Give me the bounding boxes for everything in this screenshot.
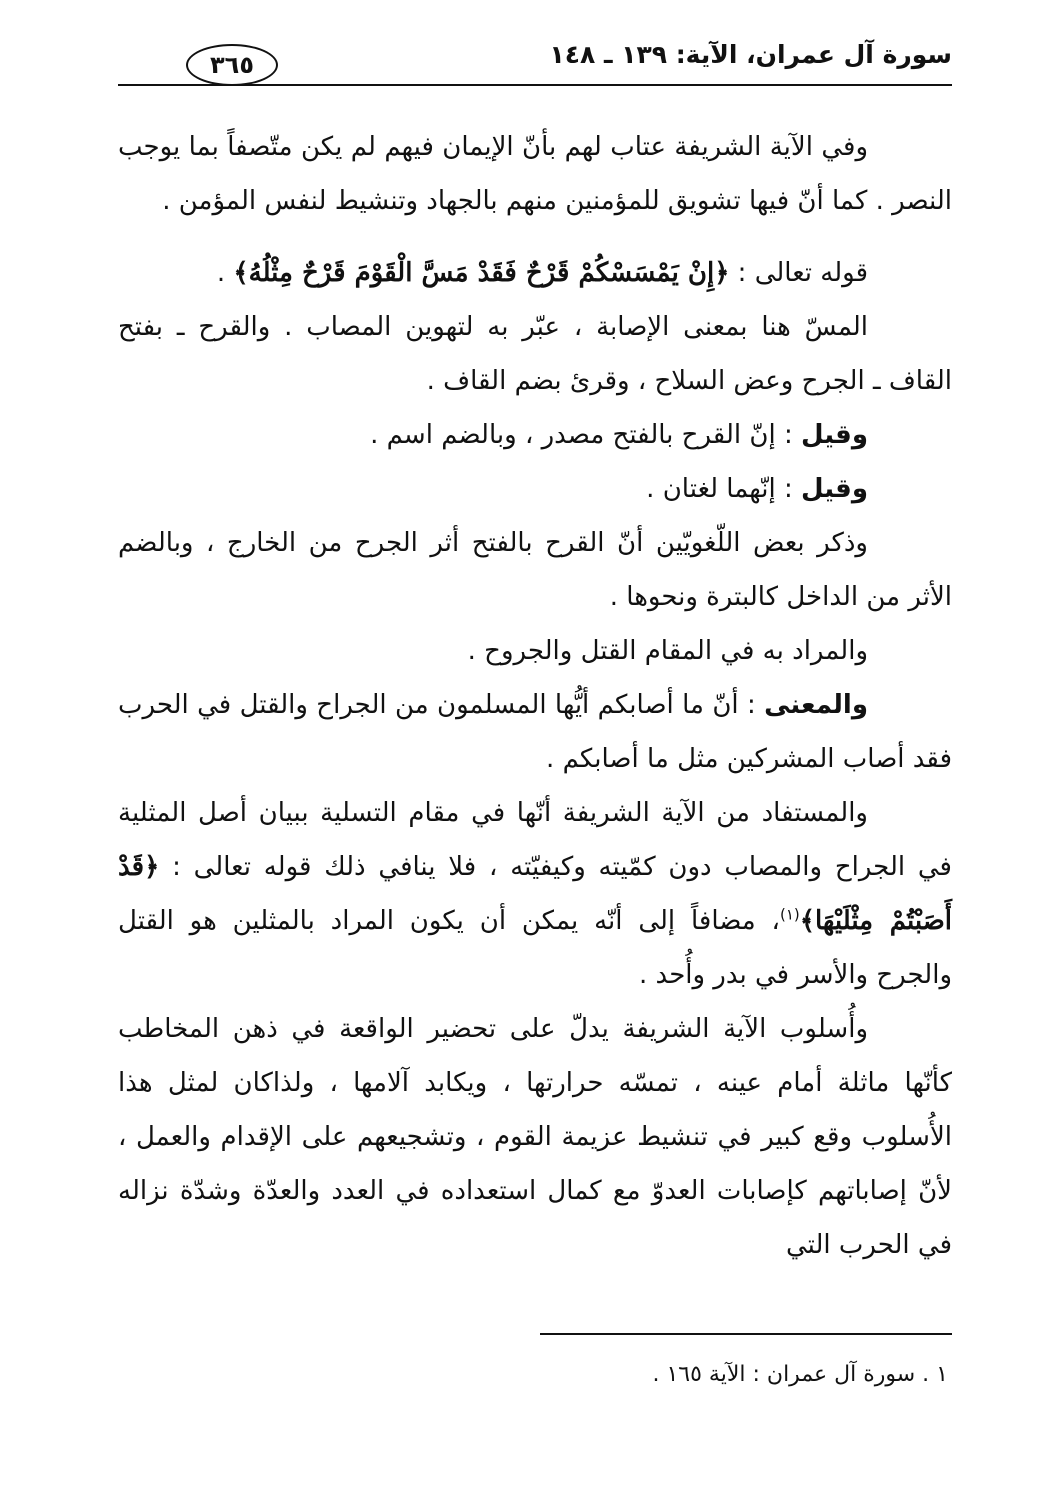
quran-verse-1: ﴿إِنْ يَمْسَسْكُمْ قَرْحٌ فَقَدْ مَسَّ الْقَوْمَ قَرْحٌ مِثْلُهُ﴾ xyxy=(233,258,730,288)
header-rule xyxy=(118,84,952,86)
paragraph-8-lead: والمعنى xyxy=(764,690,868,720)
verse-intro-end: . xyxy=(216,258,234,288)
page-number xyxy=(186,44,278,86)
footnote-1: ١ . سورة آل عمران : الآية ١٦٥ . xyxy=(652,1362,948,1387)
paragraph-8-text: : أنّ ما أصابكم أيُّها المسلمون من الجراح والقتل في الحرب فقد أصاب المشركين مثل ما أصابكم . xyxy=(118,690,952,774)
footnote-rule xyxy=(540,1333,952,1335)
paragraph-5-lead: وقيل xyxy=(800,474,868,504)
page-number-text: ٣٦٥ xyxy=(210,51,254,79)
paragraph-1: وفي الآية الشريفة عتاب لهم بأنّ الإيمان فيهم لم يكن متّصفاً بما يوجب النصر . كما أنّ فيها تشويق للمؤمنين منهم بالجهاد وتنشيط لنفس المؤمن . xyxy=(118,132,952,216)
quran-verse-2: ﴿قَدْ أَصَبْتُمْ مِثْلَيْهَا﴾ xyxy=(118,852,953,936)
verse-intro-text: قوله تعالى : xyxy=(729,258,868,288)
paragraph-4-text: : إنّ القرح بالفتح مصدر ، وبالضم اسم . xyxy=(370,420,801,450)
running-title: سورة آل عمران، الآية: ١٣٩ ـ ١٤٨ xyxy=(549,40,952,69)
paragraph-5 xyxy=(118,462,952,516)
main-text xyxy=(118,120,952,1272)
paragraph-4 xyxy=(118,408,952,462)
paragraph-8 xyxy=(118,678,952,786)
paragraph-9 xyxy=(118,786,952,1002)
paragraph-3: المسّ هنا بمعنى الإصابة ، عبّر به لتهوين المصاب . والقرح ـ بفتح القاف ـ الجرح وعض السلاح ، وقرئ بضم القاف . xyxy=(118,312,952,396)
paragraph-6: وذكر بعض اللّغويّين أنّ القرح بالفتح أثر الجرح من الخارج ، وبالضم الأثر من الداخل كالبترة ونحوها . xyxy=(118,528,952,612)
paragraph-10: وأُسلوب الآية الشريفة يدلّ على تحضير الواقعة في ذهن المخاطب كأنّها ماثلة أمام عينه ، تمسّه حرارتها ، ويكابد آلامها ، ولذاكان لمثل هذا الأُسلوب وقع كبير في تنشيط عزيمة القوم ، وتشجيعهم على الإقدام والعمل ، لأنّ إصاباتهم كإصابات العدوّ مع كمال استعداده في العدد والعدّة وشدّة نزاله في الحرب التي xyxy=(118,1014,952,1260)
paragraph-9-text-a: والمستفاد من الآية الشريفة أنّها في مقام التسلية ببيان أصل المثلية في الجراح والمصاب دون كمّيته وكيفيّته ، فلا ينافي ذلك قوله تعالى : xyxy=(118,798,952,882)
paragraph-4-lead: وقيل xyxy=(800,420,868,450)
page-header xyxy=(118,34,952,86)
paragraph-7: والمراد به في المقام القتل والجروح . xyxy=(467,636,868,666)
footnote-marker[interactable]: (١) xyxy=(779,905,800,924)
paragraph-5-text: : إنّهما لغتان . xyxy=(646,474,801,504)
paragraph-9-text-b: ، مضافاً إلى أنّه يمكن أن يكون المراد بالمثلين هو القتل والجرح والأسر في بدر وأُحد . xyxy=(118,906,952,990)
paragraph-verse-intro xyxy=(118,246,952,300)
